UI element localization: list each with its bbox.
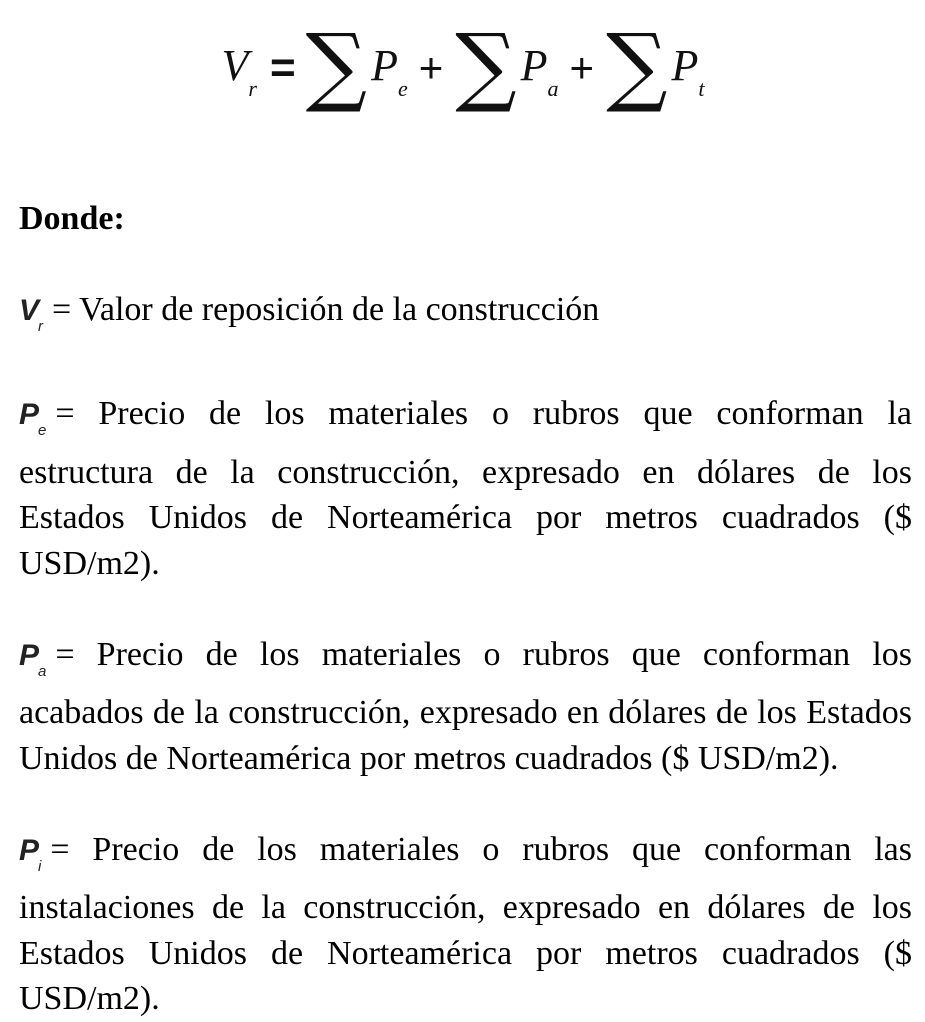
definitions-section [19,196,912,1022]
sum-symbol: ∑ [305,16,368,116]
sum-symbol: ∑ [455,16,517,116]
term-sub: a [547,75,558,101]
formula-lhs-base: V [221,41,248,91]
definition-pa [19,632,912,782]
definition-text: = Precio de los materiales o rubros que conforman los acabados de la construcción, expresado en dólares de los Estados Unidos de Norteamérica por metros cuadrados ($ USD/m2). [19,635,912,777]
symbol-pe [19,392,45,450]
spacer [19,781,912,827]
formula-term-installations [671,40,704,101]
sum-symbol: ∑ [606,16,668,116]
spacer [19,242,912,288]
symbol-base: P [19,833,39,867]
formula-term-structure [371,40,407,101]
formula [0,18,925,118]
term-sub: t [698,75,704,101]
symbol-base: P [19,398,39,431]
definition-vr [19,287,912,346]
definition-text: = Precio de los materiales o rubros que conforman las instalaciones de la construcción, expresado en dólares de los Estados Unidos de Norteamérica por metros cuadrados ($ USD/m2). [19,830,912,1017]
definition-pi [19,827,912,1022]
term-sub: e [397,75,407,101]
definition-text: = Precio de los materiales o rubros que conforman la estructura de la construcción, expresado en dólares de los Estados Unidos de Norteamérica por metros cuadrados ($ USD/m2). [19,395,912,582]
spacer [19,346,912,392]
symbol-vr [19,288,42,346]
formula-equals: = [269,43,296,92]
symbol-base: V [19,294,39,327]
formula-plus: + [569,44,595,91]
symbol-sub: i [38,857,41,875]
spacer [19,586,912,632]
symbol-pi [19,828,40,886]
formula-plus: + [418,44,444,91]
symbol-pa [19,633,45,691]
symbol-sub: a [38,662,46,680]
term-base: P [371,41,397,91]
definition-pe [19,391,912,586]
symbol-base: P [19,638,39,672]
term-base: P [520,41,547,91]
definition-text: = Valor de reposición de la construcción [52,291,600,328]
heading-donde: Donde: [19,200,125,237]
formula-lhs [221,40,256,101]
symbol-sub: r [38,318,43,335]
formula-lhs-sub: r [248,75,256,101]
term-base: P [671,41,698,91]
formula-term-finishes [520,40,558,101]
symbol-sub: e [38,422,46,439]
